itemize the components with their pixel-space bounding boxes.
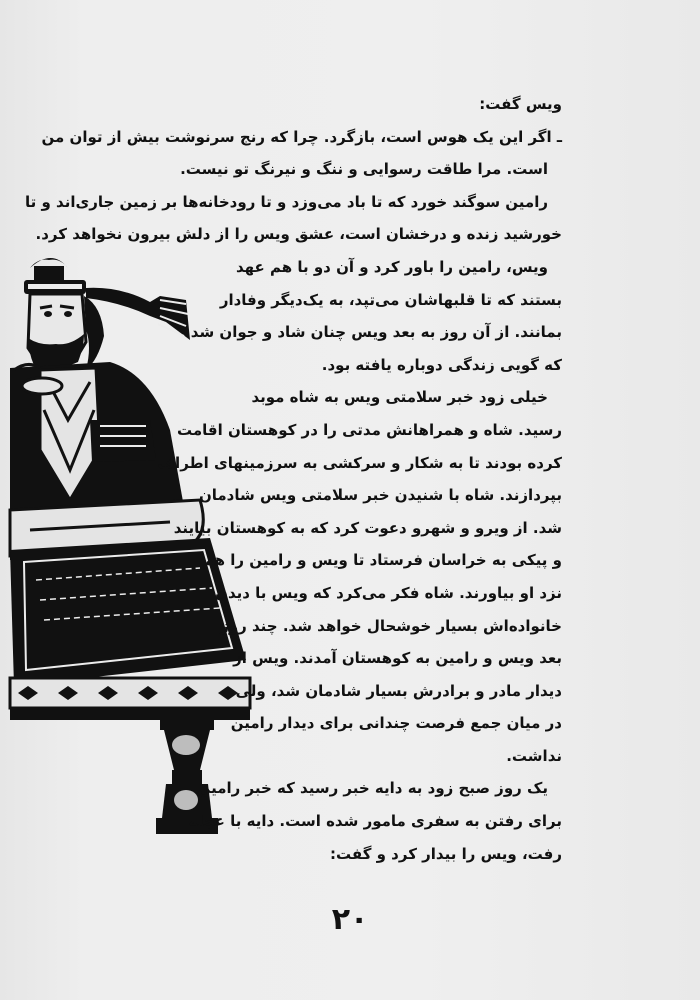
text-line: بمانند. از آن روز به بعد ویس چنان شاد و جوان شد [190,323,562,342]
text-line: خانواده‌اش بسیار خوشحال خواهد شد. چند روز [220,616,562,635]
page-number: ۲۰ [331,902,369,937]
text-line: بپردازند. شاه با شنیدن خبر سلامتی ویس شادمان [198,486,562,505]
text-line: دیدار مادر و برادرش بسیار شادمان شد، ولی [235,681,562,700]
text-line: ـ اگر این یک هوس است، بازگرد. چرا که رنج سرنوشت بیش از توان من [41,127,562,146]
text-line: ویس گفت: [479,95,562,113]
story-text [25,88,562,870]
text-line: نداشت. [506,746,562,765]
text-line: نزد او بیاورند. شاه فکر می‌کرد که ویس با دیدن [215,583,562,602]
text-line: یک روز صبح زود به دایه خبر رسید که خبر رامین [197,779,548,798]
text-line: ویس، رامین را باور کرد و آن دو با هم عهد [235,257,548,276]
text-line: خورشید زنده و درخشان است، عشق ویس را از دلش بیرون نخواهد کرد. [35,225,562,244]
text-line: برای رفتن به سفری مامور شده است. دایه با عجله [188,812,562,831]
text-line: خیلی زود خبر سلامتی ویس به شاه موبد [251,388,548,407]
text-line: در میان جمع فرصت چندانی برای دیدار رامین [230,714,562,733]
text-line: رسید. شاه و همراهانش مدتی را در کوهستان اقامت [177,420,562,439]
crown-icon [24,258,86,294]
text-line: بعد ویس و رامین به کوهستان آمدند. ویس از [233,649,562,668]
text-line: که گویی زندگی دوباره یافته بود. [321,355,562,374]
text-line: رفت، ویس را بیدار کرد و گفت: [330,844,562,863]
text-line: و پیکی به خراسان فرستاد تا ویس و رامین را هم [202,551,562,570]
text-line: بستند که تا قلبهاشان می‌تپد، به یک‌دیگر وفادار [219,290,562,309]
text-line: کرده بودند تا به شکار و سرکشی به سرزمینهای اطراف [157,453,562,472]
text-line: رامین سوگند خورد که تا باد می‌وزد و تا رودخانه‌ها بر زمین جاری‌اند و تا [25,192,548,211]
text-line: شد. از ویرو و شهرو دعوت کرد که به کوهستان بیایند [173,518,562,537]
text-line: است. مرا طاقت رسوایی و ننگ و نیرنگ تو نیست. [180,160,548,179]
